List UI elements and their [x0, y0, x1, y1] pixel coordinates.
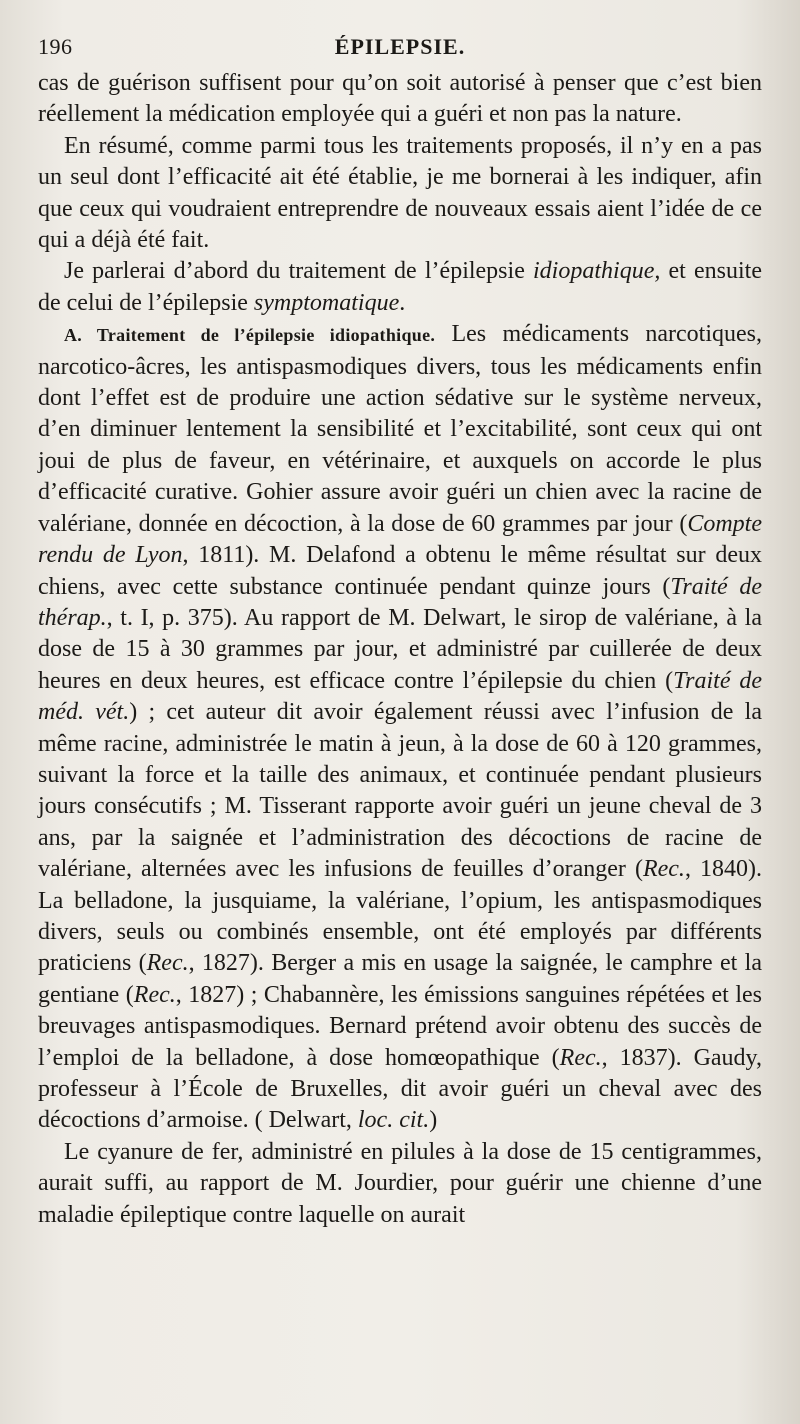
section-a-text: , 1827) ; Chabannère, les émissions sanguines répétées et les breuvages antispasmodiques. Bernard prétend avoir obtenu des succès de l’emploi de la belladone, à dose homœopathique ( — [38, 981, 762, 1071]
plan-text-2: et ensuite de celui de l’épilepsie — [38, 258, 762, 316]
page-number: 196 — [38, 34, 73, 59]
section-a-text: , 1811). M. Delafond a obtenu le même résultat sur deux chiens, avec cette substance continuée pendant quinze jours ( — [38, 542, 762, 600]
section-a-text: ) — [429, 1107, 438, 1134]
section-a-text: , 1840). La belladone, la jusquiame, la valériane, l’opium, les antispasmodiques divers, seuls ou combinés ensemble, ont été employés par différents praticiens ( — [38, 856, 762, 977]
paragraph-intro: cas de guérison suffisent pour qu’on soit autorisé à penser que c’est bien réellement la médication employée qui a guéri et non pas la nature. — [38, 70, 762, 128]
citation-italic: Traité de thérap. — [38, 573, 762, 631]
paragraph-plan — [38, 256, 762, 319]
citation-italic: Rec. — [642, 856, 685, 883]
citation-italic: Rec. — [133, 981, 176, 1008]
plan-text-1: Je parlerai d’abord du traitement de l’épilepsie — [64, 258, 534, 285]
section-a-text: Les médicaments narcotiques, narcotico-âcres, les antispasmodiques divers, tous les médicaments enfin dont l’effet est de produire une action sédative sur le système nerveux, d’en diminuer lentement la sensibilité et l’excitabilité, sont ceux qui ont joui de plus de faveur, en vétérinaire, et auxquels on accorde le plus d’efficacité curative. Gohier assure avoir guéri un chien avec la racine de valériane, donnée en décoction, à la dose de 60 grammes par jour ( — [38, 321, 762, 537]
section-a-text: , t. I, p. 375). Au rapport de M. Delwart, le sirop de valériane, à la dose de 15 à 30 grammes par jour, et administré par cuillerée de deux heures en deux heures, est efficace contre l’épilepsie du chien ( — [38, 604, 762, 694]
section-a-text: , 1837). Gaudy, professeur à l’École de Bruxelles, dit avoir guéri un cheval avec des décoctions d’armoise. ( Delwart, — [38, 1044, 763, 1134]
running-head — [38, 28, 762, 68]
citation-italic: loc. cit. — [357, 1107, 430, 1134]
paragraph-section-a — [38, 319, 762, 1137]
citation-italic: Rec. — [146, 950, 189, 977]
plan-italic-1: idiopathique, — [533, 258, 661, 285]
citation-italic: Compte rendu de Lyon — [38, 510, 762, 569]
paragraph-summary: En résumé, comme parmi tous les traitements proposés, il n’y en a pas un seul dont l’efficacité ait été établie, je me bornerai à les indiquer, afin que ceux qui voudraient entreprendre de nouveaux essais aient l’idée de ce qui a déjà été fait. — [38, 132, 762, 254]
paragraph-cyanure: Le cyanure de fer, administré en pilules à la dose de 15 centigrammes, aurait suffi, au rapport de M. Jourdier, pour guérir une chienne d’une maladie épileptique contre laquelle on aurait — [38, 1138, 762, 1228]
section-a-text: ) ; cet auteur dit avoir également réussi avec l’infusion de la même racine, administrée le matin à jeun, à la dose de 60 à 120 grammes, suivant la force et la taille des animaux, et continuée pendant plusieurs jours consécutifs ; M. Tisserant rapporte avoir guéri un jeune cheval de 3 ans, par la saignée et l’administration des décoctions de racine de valériane, alternées avec les infusions de feuilles d’oranger ( — [38, 699, 762, 883]
citation-italic: Rec. — [559, 1044, 602, 1071]
section-a-text: , 1827). Berger a mis en usage la saignée, le camphre et la gentiane ( — [38, 950, 762, 1008]
plan-italic-2: symptomatique — [253, 289, 400, 316]
section-heading: A. Traitement de l’épilepsie idiopathique. — [64, 325, 436, 346]
plan-text-3: . — [399, 289, 406, 316]
body-text — [38, 68, 762, 1231]
running-title: ÉPILEPSIE. — [334, 34, 466, 59]
citation-italic: Traité de méd. vét. — [38, 667, 762, 726]
